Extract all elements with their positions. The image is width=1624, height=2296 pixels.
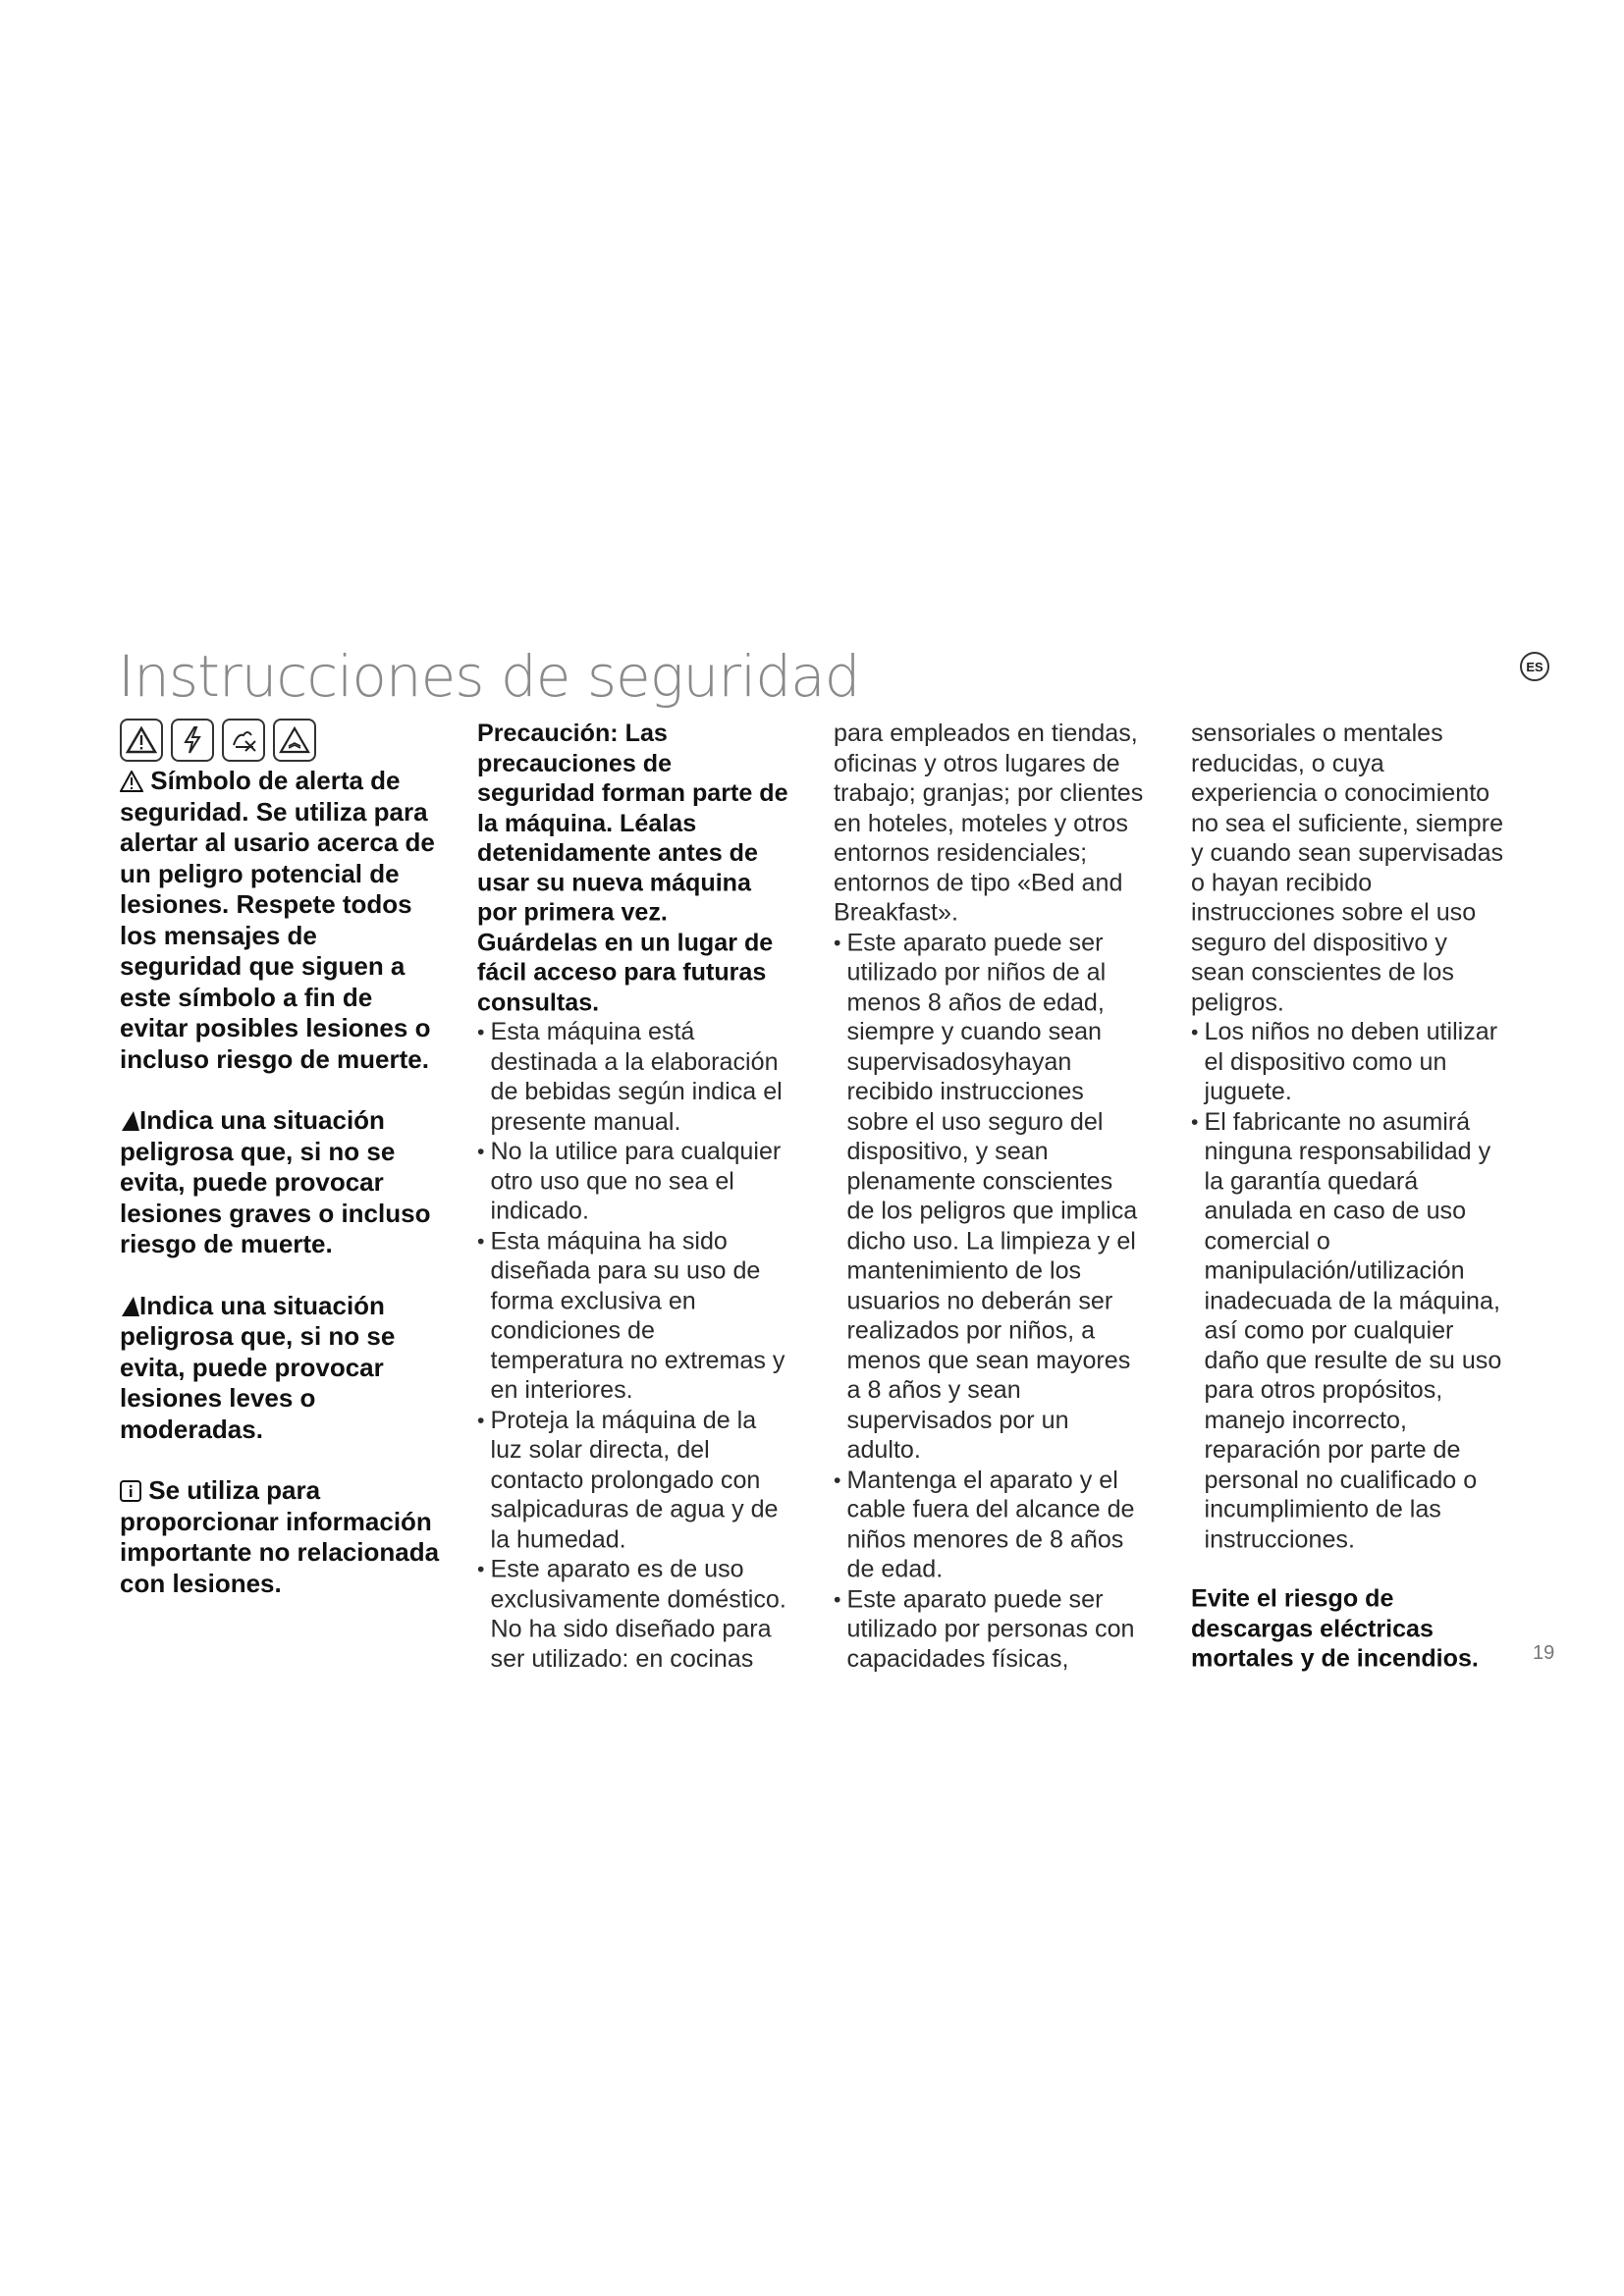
list-item: • Los niños no deben utilizar el dispositivo como un juguete.	[1191, 1017, 1504, 1106]
electric-shock-icon	[171, 719, 214, 762]
page-number: 19	[1533, 1642, 1555, 1664]
safety-icons-row	[120, 719, 444, 762]
warning-text: Indica una situación peligrosa que, si no se evita, puede provocar lesiones graves o incluso riesgo de muerte.	[120, 1105, 431, 1258]
section-heading: Evite el riesgo de descargas eléctricas mortales y de incendios.	[1191, 1583, 1479, 1673]
hand-crush-icon	[222, 719, 265, 762]
info-text: Se utiliza para proporcionar información importante no relacionada con lesiones.	[120, 1475, 440, 1598]
list-item: • El fabricante no asumirá ninguna responsabilidad y la garantía quedará anulada en caso de uso comercial o manipulación/utilización inadecuada de la máquina, así como por cualquier daño que resulte de su uso para otros propósitos, manejo incorrecto, reparación por parte de personal no cualificado o incumplimiento de las instrucciones.	[1191, 1106, 1504, 1554]
language-badge: ES	[1520, 652, 1549, 681]
column-2	[477, 719, 790, 1674]
list-item: • Proteja la máquina de la luz solar directa, del contacto prolongado con salpicaduras de agua y de la humedad.	[477, 1405, 790, 1554]
info-icon	[120, 1480, 141, 1502]
caution-block	[120, 1291, 444, 1446]
alert-symbol-block	[120, 766, 444, 1075]
warning-block	[120, 1105, 444, 1260]
column-4-bullets	[1191, 1017, 1504, 1554]
precaution-intro: Precaución: Las precauciones de seguridad forman parte de la máquina. Léalas detenidamente antes de usar su nueva máquina por primera vez. Guárdelas en un lugar de fácil acceso para futuras consultas.	[477, 719, 788, 1016]
list-item: • Este aparato es de uso exclusivamente doméstico. No ha sido diseñado para ser utilizado: en cocinas	[477, 1554, 790, 1674]
continuation-text: para empleados en tiendas, oficinas y otros lugares de trabajo; granjas; por clientes en hoteles, moteles y otros entornos residenciales; entornos de tipo «Bed and Breakfast».	[834, 719, 1144, 927]
list-item: • Esta máquina ha sido diseñada para su uso de forma exclusiva en condiciones de temperatura no extremas y en interiores.	[477, 1226, 790, 1405]
list-item: • Este aparato puede ser utilizado por personas con capacidades físicas,	[834, 1584, 1147, 1674]
warning-triangle-icon	[120, 719, 163, 762]
list-item: • Mantenga el aparato y el cable fuera del alcance de niños menores de 8 años de edad.	[834, 1465, 1147, 1584]
caution-text: Indica una situación peligrosa que, si no se evita, puede provocar lesiones leves o moderadas.	[120, 1290, 396, 1444]
page-title: Instrucciones de seguridad	[118, 643, 860, 710]
column-3-bullets	[834, 928, 1147, 1674]
read-manual-icon	[273, 719, 316, 762]
caution-triangle-icon	[120, 1296, 139, 1317]
column-1	[120, 719, 444, 1599]
info-block	[120, 1475, 444, 1599]
column-3	[834, 719, 1147, 1674]
column-4	[1191, 719, 1504, 1674]
warning-triangle-icon	[120, 771, 143, 792]
alert-symbol-text: Símbolo de alerta de seguridad. Se utiliza para alertar al usario acerca de un peligro potencial de lesiones. Respete todos los mensajes de seguridad que siguen a este símbolo a fin de evitar posibles lesiones o incluso riesgo de muerte.	[120, 766, 435, 1074]
warning-triangle-icon	[120, 1110, 139, 1132]
list-item: • Esta máquina está destinada a la elaboración de bebidas según indica el presente manual.	[477, 1017, 790, 1137]
column-2-bullets	[477, 1017, 790, 1674]
list-item: • No la utilice para cualquier otro uso que no sea el indicado.	[477, 1137, 790, 1226]
list-item: • Este aparato puede ser utilizado por niños de al menos 8 años de edad, siempre y cuando sean supervisadosyhayan recibido instrucciones sobre el uso seguro del dispositivo, y sean plenamente conscientes de los peligros que implica dicho uso. La limpieza y el mantenimiento de los usuarios no deberán ser realizados por niños, a menos que sean mayores a 8 años y sean supervisados por un adulto.	[834, 928, 1147, 1465]
continuation-text: sensoriales o mentales reducidas, o cuya experiencia o conocimiento no sea el suficiente, siempre y cuando sean supervisadas o hayan recibido instrucciones sobre el uso seguro del dispositivo y sean conscientes de los peligros.	[1191, 719, 1504, 1016]
